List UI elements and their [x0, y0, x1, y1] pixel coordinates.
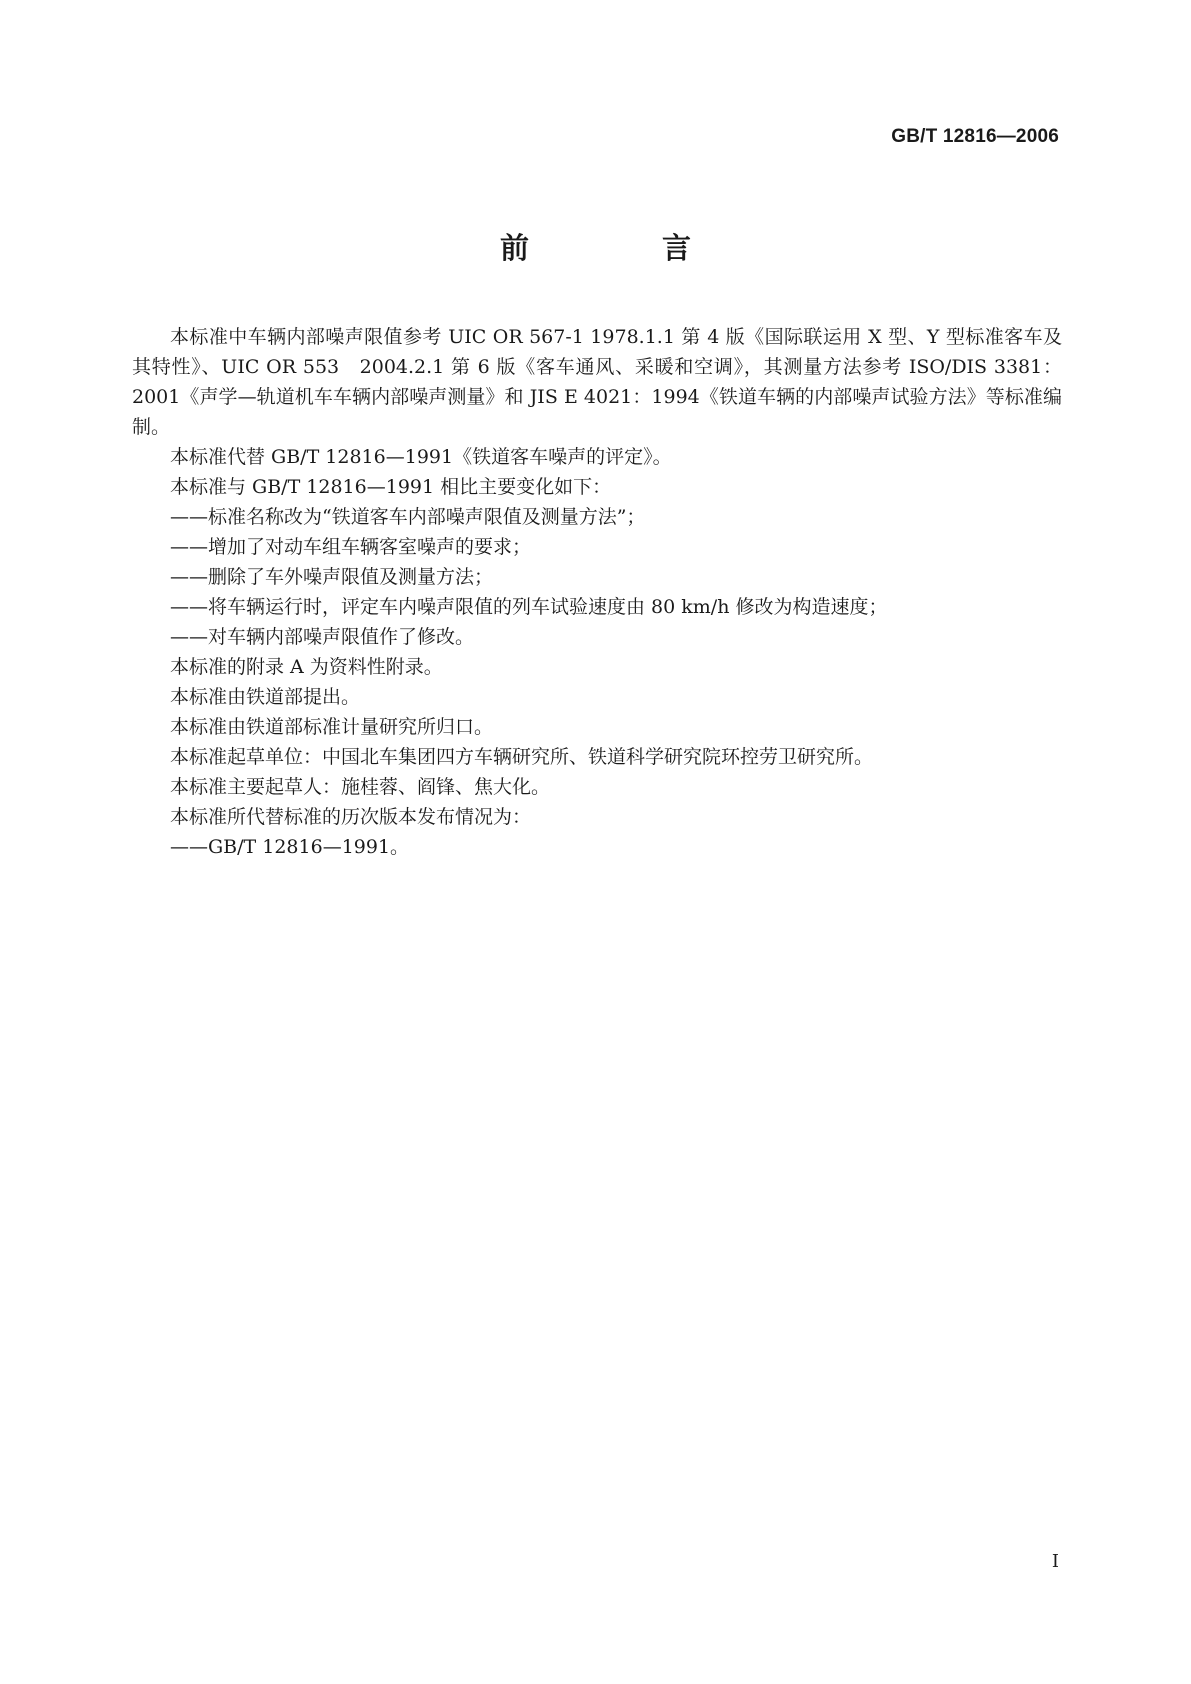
page-title: 前 言	[499, 231, 743, 265]
paragraph-drafting-units: 本标准起草单位：中国北车集团四方车辆研究所、铁道科学研究院环控劳卫研究所。	[170, 746, 874, 768]
paragraph-centralized-by: 本标准由铁道部标准计量研究所归口。	[170, 716, 494, 738]
paragraph-replaces: 本标准代替 GB/T 12816—1991《铁道客车噪声的评定》。	[170, 446, 672, 468]
paragraph-history-intro: 本标准所代替标准的历次版本发布情况为：	[170, 806, 532, 828]
paragraph-annex: 本标准的附录 A 为资料性附录。	[170, 656, 443, 678]
paragraph-changes-intro: 本标准与 GB/T 12816—1991 相比主要变化如下：	[170, 476, 612, 498]
list-item-change-emu: ——增加了对动车组车辆客室噪声的要求；	[170, 536, 532, 558]
paragraph-proposed-by: 本标准由铁道部提出。	[170, 686, 361, 708]
list-item-change-speed: ——将车辆运行时，评定车内噪声限值的列车试验速度由 80 km/h 修改为构造速度；	[170, 596, 888, 618]
list-item-change-limits: ——对车辆内部噪声限值作了修改。	[170, 626, 475, 648]
foreword-body	[132, 322, 1062, 862]
paragraph-drafters: 本标准主要起草人：施桂蓉、阎锋、焦大化。	[170, 776, 551, 798]
standard-code: GB/T 12816—2006	[891, 126, 1059, 147]
page-number: I	[1051, 1551, 1059, 1572]
list-item-history: ——GB/T 12816—1991。	[170, 836, 410, 858]
list-item-change-exterior: ——删除了车外噪声限值及测量方法；	[170, 566, 494, 588]
list-item-change-name: ——标准名称改为“铁道客车内部噪声限值及测量方法”；	[170, 506, 646, 528]
paragraph-references: 本标准中车辆内部噪声限值参考 UIC OR 567-1 1978.1.1 第 4 版《国际联运用 X 型、Y 型标准客车及其特性》、UIC OR 553 2004.2.1 第 6 版《客车通风、采暖和空调》，其测量方法参考 ISO/DIS 3381：2001《声学—轨道机车车辆内部噪声测量》和 JIS E 4021：1994《铁道车辆的内部噪声试验方法》等标准编制。	[132, 326, 1062, 438]
